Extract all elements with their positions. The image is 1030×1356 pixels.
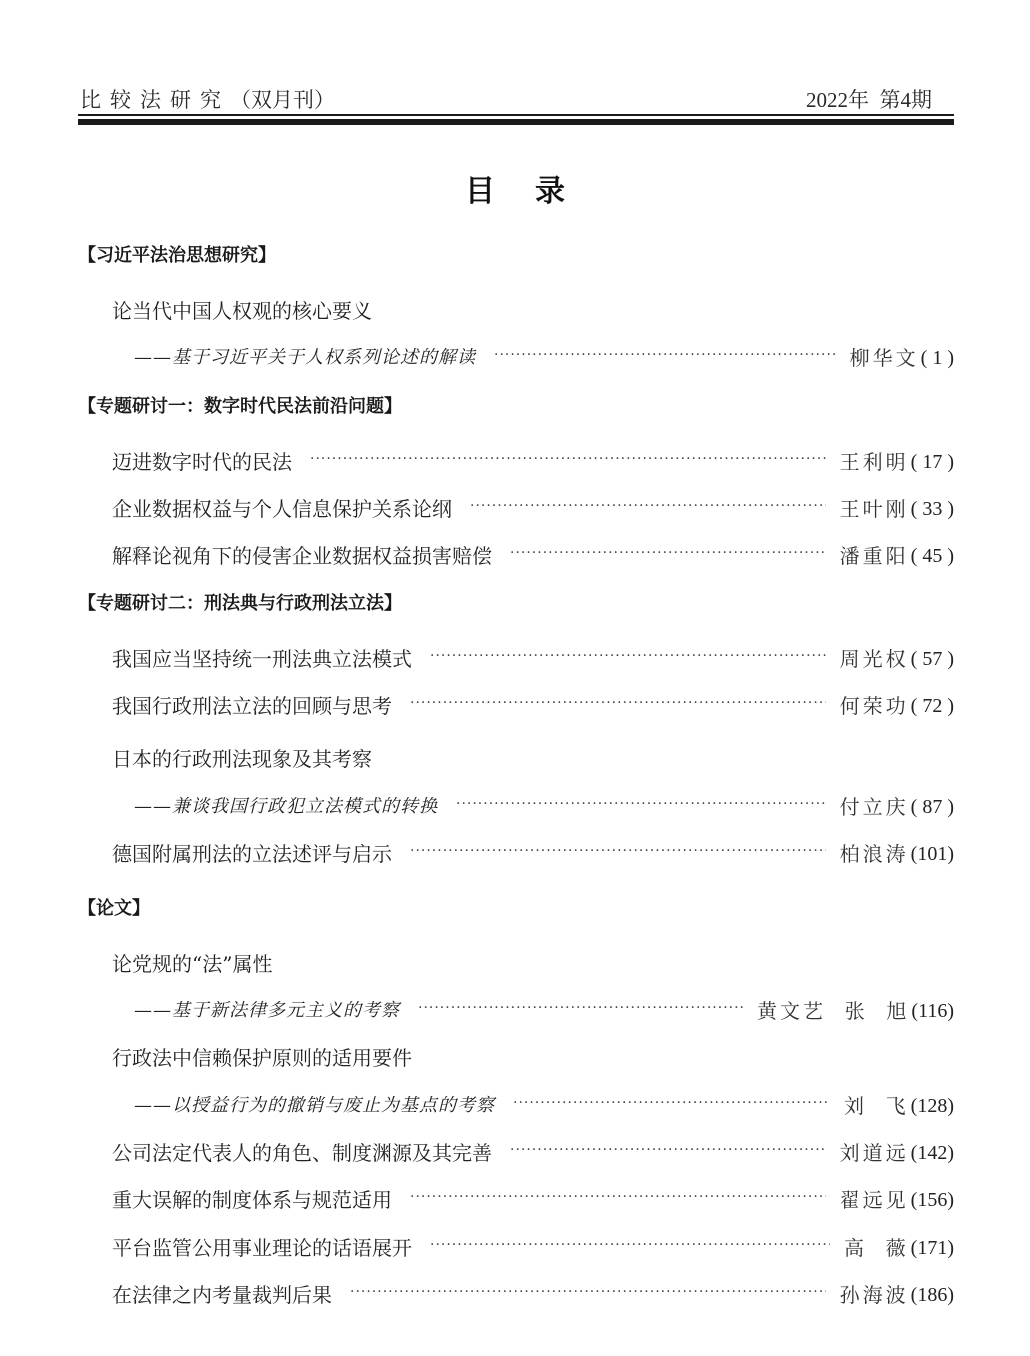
entry-author: 柏浪涛 [839, 842, 909, 866]
entry-title[interactable]: 论当代中国人权观的核心要义 [112, 299, 372, 323]
issue-number: 第4期 [879, 88, 932, 112]
page-title: 目录 [465, 174, 605, 209]
toc-entry[interactable] [78, 644, 954, 674]
entry-title[interactable]: 论党规的“法”属性 [112, 952, 273, 976]
issue-info [806, 84, 932, 114]
journal-name [80, 84, 335, 114]
entry-title[interactable]: 重大误解的制度体系与规范适用 [112, 1188, 392, 1212]
toc-entry-subtitle-row[interactable] [78, 1091, 954, 1121]
entry-author: 王利明 [839, 450, 909, 474]
entry-title[interactable]: 我国应当坚持统一刑法典立法模式 [112, 647, 412, 671]
entry-page[interactable]: ( 45 ) [910, 545, 954, 567]
entry-author: 孙海波 [839, 1283, 909, 1307]
section-heading: 【专题研讨一：数字时代民法前沿问题】 [78, 396, 402, 417]
entry-author: 何荣功 [839, 694, 909, 718]
toc-entry[interactable] [78, 541, 954, 571]
header-rule-thin [78, 114, 954, 116]
toc-entry-subtitle-row[interactable] [78, 792, 954, 822]
entry-title[interactable]: 我国行政刑法立法的回顾与思考 [112, 694, 392, 718]
entry-subtitle[interactable]: ——基于习近平关于人权系列论述的解读 [134, 347, 476, 368]
dot-leader [494, 340, 836, 370]
section-heading: 【论文】 [78, 898, 150, 919]
entry-author: 潘重阳 [839, 544, 909, 568]
entry-author: 周光权 [839, 647, 909, 671]
toc-entry[interactable] [78, 296, 954, 326]
dot-leader [470, 491, 826, 521]
entry-author: 王叶刚 [839, 497, 909, 521]
dot-leader [410, 688, 826, 718]
toc-entry[interactable] [78, 1280, 954, 1310]
toc-entry-subtitle-row[interactable] [78, 996, 954, 1026]
entry-title[interactable]: 迈进数字时代的民法 [112, 450, 292, 474]
toc-entry[interactable] [78, 744, 954, 774]
toc-entry[interactable] [78, 1185, 954, 1215]
entry-page[interactable]: ( 1 ) [920, 347, 954, 369]
journal-frequency: （双月刊） [230, 88, 335, 112]
entry-author: 刘 飞 [843, 1094, 909, 1118]
entry-title[interactable]: 企业数据权益与个人信息保护关系论纲 [112, 497, 452, 521]
entry-subtitle[interactable]: ——基于新法律多元主义的考察 [134, 1000, 400, 1021]
entry-title[interactable]: 在法律之内考量裁判后果 [112, 1283, 332, 1307]
entry-page[interactable]: (101) [910, 843, 954, 865]
entry-page[interactable]: (156) [910, 1189, 954, 1211]
toc-entry[interactable] [78, 691, 954, 721]
entry-author: 刘道远 [839, 1141, 909, 1165]
entry-author: 付立庆 [839, 795, 909, 819]
entry-author: 柳华文 [849, 346, 919, 370]
dot-leader [310, 444, 826, 474]
entry-subtitle[interactable]: ——兼谈我国行政犯立法模式的转换 [134, 796, 438, 817]
toc-entry[interactable] [78, 447, 954, 477]
entry-title[interactable]: 公司法定代表人的角色、制度渊源及其完善 [112, 1141, 492, 1165]
entry-author: 高 薇 [843, 1236, 909, 1260]
issue-year: 2022年 [806, 88, 869, 112]
entry-page[interactable]: ( 72 ) [910, 695, 954, 717]
entry-page[interactable]: (128) [910, 1095, 954, 1117]
entry-page[interactable]: ( 57 ) [910, 648, 954, 670]
toc-entry-subtitle-row[interactable] [78, 343, 954, 373]
entry-page[interactable]: ( 17 ) [910, 451, 954, 473]
toc-entry[interactable] [78, 1138, 954, 1168]
entry-author: 黄文艺 张 旭 [756, 999, 910, 1023]
dot-leader [350, 1277, 826, 1307]
dot-leader [456, 789, 826, 819]
entry-page[interactable]: ( 33 ) [910, 498, 954, 520]
entry-title[interactable]: 平台监管公用事业理论的话语展开 [112, 1236, 412, 1260]
dot-leader [418, 993, 743, 1023]
toc-entry[interactable] [78, 1043, 954, 1073]
section-heading: 【专题研讨二：刑法典与行政刑法立法】 [78, 593, 402, 614]
entry-subtitle[interactable]: ——以授益行为的撤销与废止为基点的考察 [134, 1095, 495, 1116]
toc-entry[interactable] [78, 494, 954, 524]
entry-title[interactable]: 行政法中信赖保护原则的适用要件 [112, 1046, 412, 1070]
toc-entry[interactable] [78, 949, 954, 979]
journal-title: 比较法研究 [80, 88, 230, 112]
entry-author: 翟远见 [839, 1188, 909, 1212]
entry-page[interactable]: (171) [910, 1237, 954, 1259]
entry-title[interactable]: 解释论视角下的侵害企业数据权益损害赔偿 [112, 544, 492, 568]
toc-entry[interactable] [78, 839, 954, 869]
dot-leader [410, 1182, 826, 1212]
toc-entry[interactable] [78, 1233, 954, 1263]
entry-title[interactable]: 日本的行政刑法现象及其考察 [112, 747, 372, 771]
entry-title[interactable]: 德国附属刑法的立法述评与启示 [112, 842, 392, 866]
entry-page[interactable]: ( 87 ) [910, 796, 954, 818]
dot-leader [430, 1230, 830, 1260]
dot-leader [510, 1135, 826, 1165]
header-rule-thick [78, 119, 954, 125]
entry-page[interactable]: (186) [910, 1284, 954, 1306]
dot-leader [513, 1088, 830, 1118]
dot-leader [410, 836, 826, 866]
entry-page[interactable]: (142) [910, 1142, 954, 1164]
dot-leader [510, 538, 826, 568]
section-heading: 【习近平法治思想研究】 [78, 245, 276, 266]
entry-page[interactable]: (116) [911, 1000, 954, 1022]
dot-leader [430, 641, 826, 671]
